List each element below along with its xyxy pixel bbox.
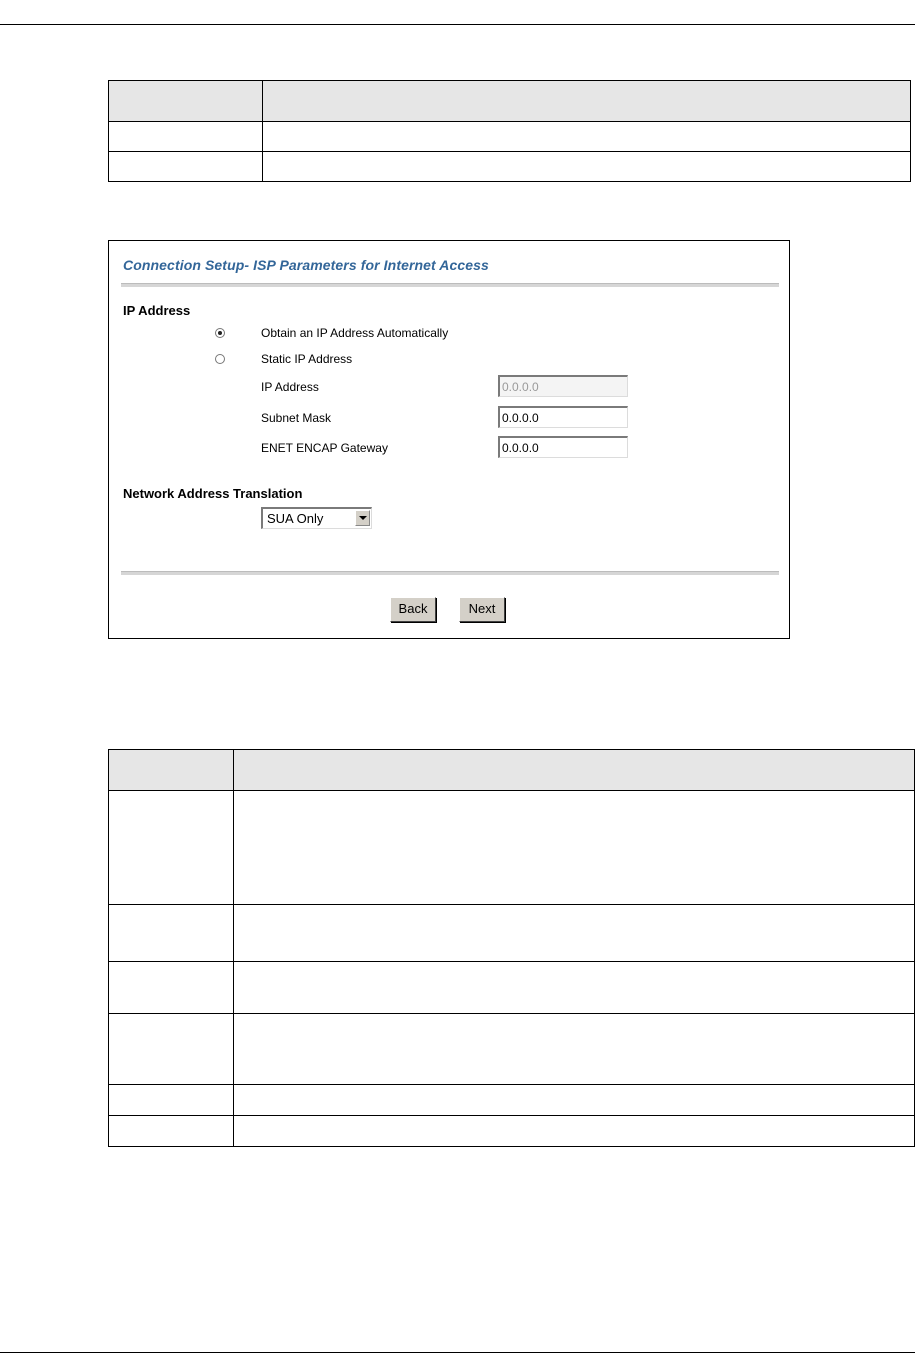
- gateway-input[interactable]: 0.0.0.0: [498, 436, 628, 458]
- static-ip-radio[interactable]: [215, 354, 225, 364]
- subnet-mask-input[interactable]: 0.0.0.0: [498, 406, 628, 428]
- table-row: [109, 1116, 915, 1147]
- header-rule: [0, 24, 915, 25]
- subnet-mask-label: Subnet Mask: [261, 411, 332, 425]
- nat-select-value: SUA Only: [267, 511, 324, 526]
- obtain-ip-automatically-radio[interactable]: [215, 328, 225, 338]
- next-button[interactable]: Next: [459, 597, 505, 622]
- static-ip-label: Static IP Address: [261, 352, 353, 366]
- connection-setup-panel: [108, 240, 790, 639]
- ip-address-label: IP Address: [261, 380, 319, 394]
- chevron-down-icon[interactable]: [355, 510, 370, 526]
- divider: [121, 571, 779, 575]
- table-row: [109, 905, 915, 962]
- divider: [121, 283, 779, 287]
- ip-address-heading: IP Address: [123, 303, 191, 318]
- obtain-ip-automatically-label: Obtain an IP Address Automatically: [261, 326, 449, 340]
- panel-title: Connection Setup- ISP Parameters for Internet Access: [123, 257, 489, 273]
- nat-select[interactable]: [261, 507, 372, 529]
- table-row: [109, 1085, 915, 1116]
- table-row: [109, 152, 911, 182]
- back-button[interactable]: Back: [390, 597, 436, 622]
- table-row: [109, 1014, 915, 1085]
- table-header-row: [109, 750, 915, 791]
- table-row: [109, 791, 915, 905]
- upper-reference-table: [108, 80, 911, 182]
- table-row: [109, 962, 915, 1014]
- footer-rule: [0, 1352, 915, 1353]
- table-header-row: [109, 81, 911, 122]
- table-row: [109, 122, 911, 152]
- lower-reference-table: [108, 749, 915, 1147]
- ip-address-input[interactable]: 0.0.0.0: [498, 375, 628, 397]
- gateway-label: ENET ENCAP Gateway: [261, 441, 388, 455]
- nat-heading: Network Address Translation: [123, 486, 303, 501]
